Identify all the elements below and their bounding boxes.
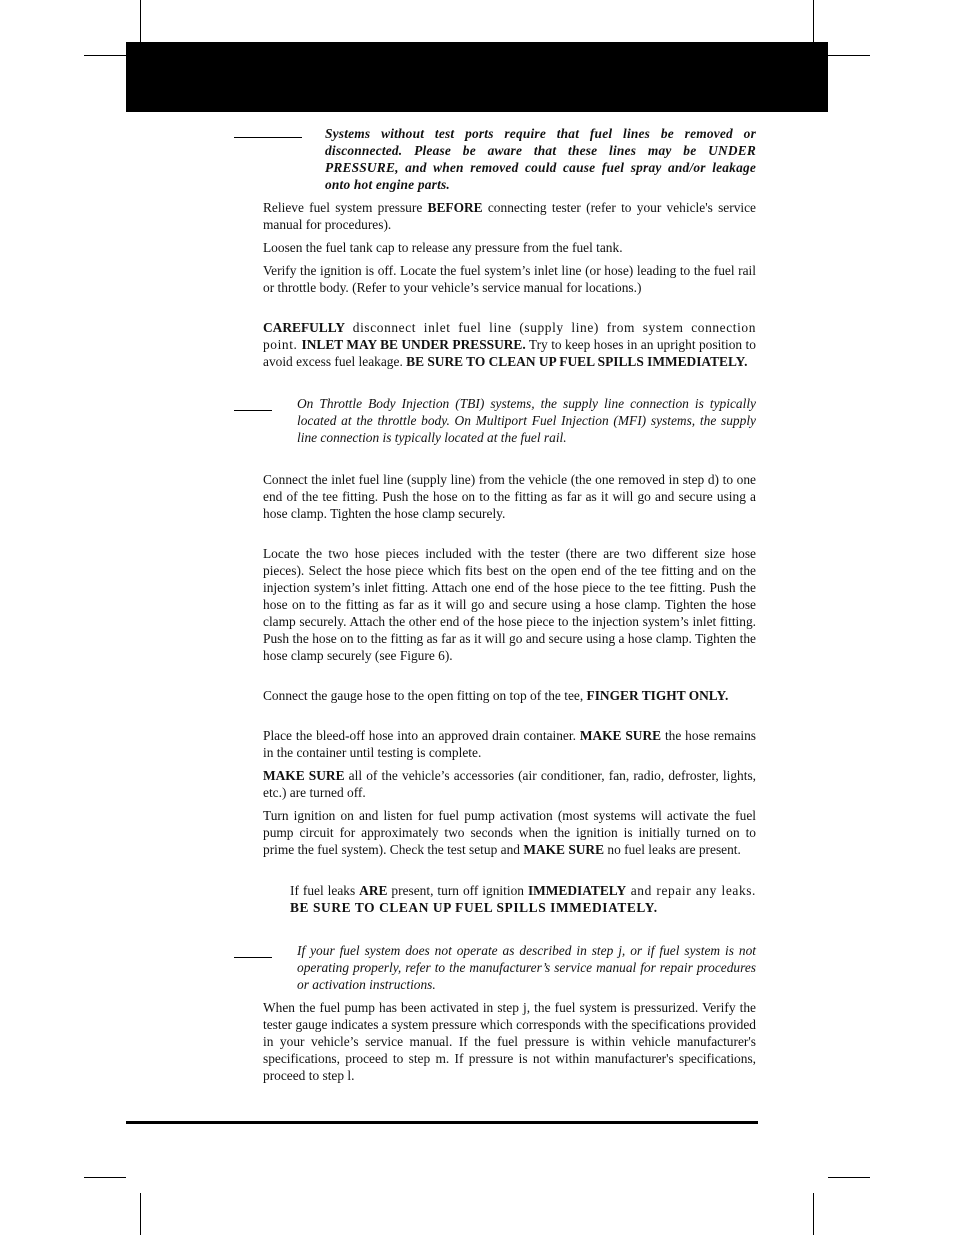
- text: no fuel leaks are present.: [604, 842, 741, 857]
- text: Place the bleed-off hose into an approved drain container.: [263, 728, 580, 743]
- note-marker-rule: [234, 957, 272, 958]
- text-bold: ARE: [359, 883, 388, 898]
- text: When the fuel pump has been activated in step j, the fuel system is pressurized. Verify the tester gauge indicates a system pressure which corresponds with the specifications provided in your vehicle’s service manual. If the fuel pressure is within vehicle manufacturer's specifications, proceed to step m. If pressure is not within manufacturer's specifications, proceed to step l.: [263, 1000, 756, 1083]
- step-bleed-off: [263, 727, 756, 761]
- crop-mark: [828, 55, 870, 56]
- header-bar: [126, 42, 828, 112]
- text: present, turn off ignition: [387, 883, 528, 898]
- step-connect-inlet: [263, 471, 756, 522]
- text-bold: INLET MAY BE UNDER PRESSURE.: [301, 337, 526, 352]
- crop-mark: [84, 55, 126, 56]
- text: Locate the two hose pieces included with the tester (there are two different size hose pieces). Select the hose piece which fits best on the open end of the tee fitting and on the injection system’s inlet fitting. Attach one end of the hose piece to the tee fitting. Push the hose on to the fitting as far as it will go and secure using a hose clamp. Tighten the hose clamp securely. Attach the other end of the hose piece to the injection system’s inlet fitting. Push the hose on to the fitting as far as it will go and secure using a hose clamp. Tighten the hose clamp securely (see Figure 6).: [263, 546, 756, 663]
- text: Connect the gauge hose to the open fitting on top of the tee,: [263, 688, 587, 703]
- text-bold: BEFORE: [427, 200, 483, 215]
- warning-text: Systems without test ports require that fuel lines be removed or disconnected. Please be aware that these lines may be UNDER PRESSURE, and when removed could cause fuel spray and/or leakage onto hot engine parts.: [325, 126, 756, 192]
- step-gauge-hose: [263, 687, 756, 704]
- step-relieve-pressure: [263, 199, 756, 233]
- text: connecting tester (refer to your vehicle's service manual for procedures).: [263, 200, 756, 232]
- text-bold: FINGER TIGHT ONLY.: [586, 688, 729, 703]
- text-bold: BE SURE TO CLEAN UP FUEL SPILLS IMMEDIATELY.: [406, 354, 748, 369]
- step-verify-ignition: [263, 262, 756, 296]
- note-tbi-mfi: On Throttle Body Injection (TBI) systems, the supply line connection is typically located at the throttle body. On Multiport Fuel Injection (MFI) systems, the supply line connection is typically located at the fuel rail.: [297, 396, 756, 445]
- text: and repair any leaks.: [626, 883, 756, 898]
- footer-rule: [126, 1121, 758, 1124]
- text: Turn ignition on and listen for fuel pump activation (most systems will activate the fuel pump circuit for approximately two seconds when the ignition is initially turned on to prime the fuel system). Check the test setup and: [263, 808, 756, 857]
- text: Relieve fuel system pressure: [263, 200, 428, 215]
- text: all of the vehicle’s accessories (air conditioner, fan, radio, defroster, lights, etc.) are turned off.: [263, 768, 756, 800]
- note-marker-rule: [234, 410, 272, 411]
- crop-mark: [140, 0, 141, 42]
- text: disconnect inlet fuel line (supply line) from system connection point.: [263, 320, 756, 352]
- text-bold: MAKE SURE: [523, 842, 605, 857]
- note-fuel-system: If your fuel system does not operate as described in step j, or if fuel system is not operating properly, refer to the manufacturer’s service manual for repair procedures or activation instructions.: [297, 943, 756, 992]
- text-bold: IMMEDIATELY: [527, 883, 627, 898]
- step-loosen-cap: [263, 239, 756, 256]
- warning-marker-rule: [234, 137, 302, 138]
- crop-mark: [84, 1177, 126, 1178]
- step-accessories: [263, 767, 756, 801]
- text-bold: BE SURE TO CLEAN UP FUEL SPILLS IMMEDIATELY.: [290, 900, 658, 915]
- crop-mark: [140, 1193, 141, 1235]
- step-ignition-on: [263, 807, 756, 858]
- text: Connect the inlet fuel line (supply line) from the vehicle (the one removed in step d) to one end of the tee fitting. Push the hose on to the fitting as far as it will go and secure using a hose clamp. Tighten the hose clamp securely.: [263, 472, 756, 521]
- text: Loosen the fuel tank cap to release any pressure from the fuel tank.: [263, 240, 623, 255]
- crop-mark: [813, 1193, 814, 1235]
- text: If fuel leaks: [290, 883, 360, 898]
- step-disconnect-line: [263, 319, 756, 370]
- text-bold: CAREFULLY: [263, 320, 346, 335]
- step-pump-activated: [263, 999, 756, 1084]
- text-bold: MAKE SURE: [579, 728, 662, 743]
- substep-fuel-leaks: [290, 882, 756, 916]
- step-hose-pieces: [263, 545, 756, 664]
- text-bold: MAKE SURE: [263, 768, 345, 783]
- text: Try to keep hoses in an upright position to avoid excess fuel leakage.: [263, 337, 756, 369]
- text: the hose remains in the container until testing is complete.: [263, 728, 756, 760]
- crop-mark: [828, 1177, 870, 1178]
- text: Verify the ignition is off. Locate the fuel system’s inlet line (or hose) leading to the fuel rail or throttle body. (Refer to your vehicle’s service manual for locations.): [263, 263, 756, 295]
- crop-mark: [813, 0, 814, 42]
